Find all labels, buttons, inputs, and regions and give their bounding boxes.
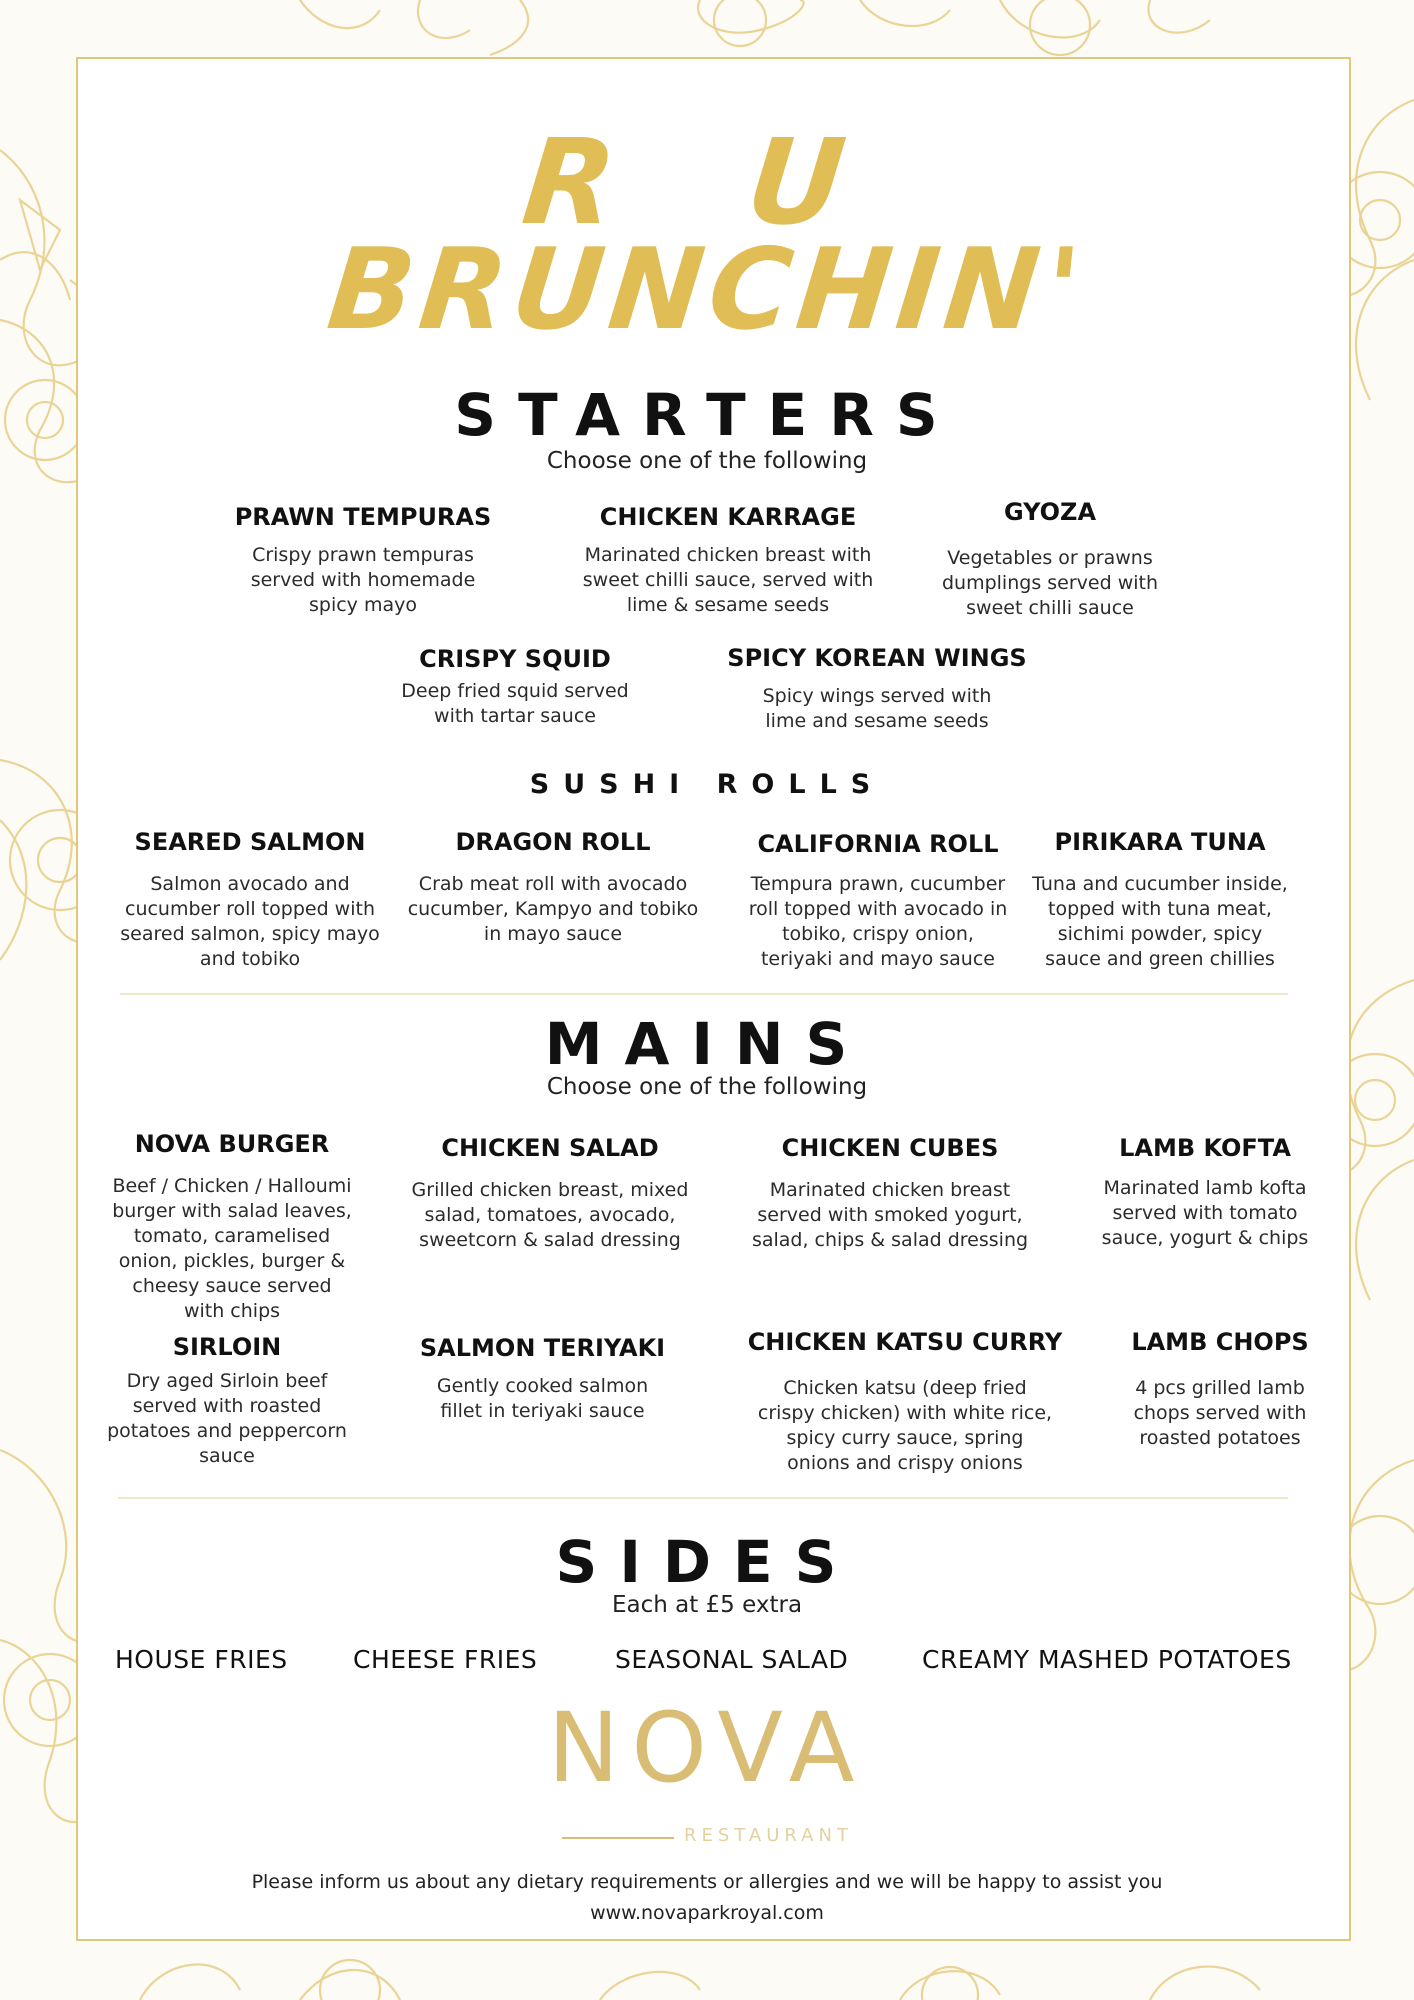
sides-title: SIDES — [555, 1528, 859, 1596]
side-item: HOUSE FRIES — [115, 1645, 288, 1674]
item-name: SIRLOIN — [172, 1333, 282, 1361]
sushi-item — [403, 828, 703, 947]
item-name: CHICKEN SALAD — [441, 1134, 659, 1162]
item-description: Crispy prawn tempuras served with homemade spicy mayo — [250, 544, 476, 616]
starter-item — [213, 503, 513, 618]
sides-subtitle: Each at £5 extra — [611, 1592, 803, 1618]
main-item — [1125, 1328, 1315, 1451]
mains-subtitle: Choose one of the following — [546, 1074, 868, 1100]
restaurant-logo: NOVA — [547, 1692, 867, 1804]
item-description: Deep fried squid served with tartar sauce — [401, 680, 629, 727]
item-name: NOVA BURGER — [134, 1130, 330, 1158]
main-item — [95, 1333, 359, 1469]
item-description: Tempura prawn, cucumber roll topped with avocado in tobiko, crispy onion, teriyaki and mayo sauce — [748, 873, 1008, 970]
item-description: Marinated chicken breast with sweet chilli sauce, served with lime & sesame seeds — [582, 544, 874, 616]
item-description: Tuna and cucumber inside, topped with tuna meat, sichimi powder, spicy sauce and green chillies — [1032, 873, 1288, 970]
main-item — [400, 1134, 700, 1253]
main-item — [740, 1328, 1070, 1476]
item-description: Beef / Chicken / Halloumi burger with salad leaves, tomato, caramelised onion, pickles, burger & cheesy sauce served with chips — [112, 1175, 352, 1322]
item-name: LAMB CHOPS — [1131, 1328, 1309, 1356]
item-description: Spicy wings served with lime and sesame seeds — [762, 685, 992, 732]
main-item — [1090, 1134, 1320, 1251]
starter-item — [722, 644, 1032, 734]
starter-item — [920, 498, 1180, 621]
brand-title-line2: BRUNCHIN' — [322, 225, 1092, 355]
sushi-item — [1025, 828, 1295, 972]
starter-item — [385, 645, 645, 729]
item-description: Grilled chicken breast, mixed salad, tomatoes, avocado, sweetcorn & salad dressing — [411, 1179, 689, 1251]
item-description: Vegetables or prawns dumplings served with sweet chilli sauce — [941, 547, 1158, 619]
main-item — [400, 1334, 685, 1424]
side-item: CHEESE FRIES — [353, 1645, 538, 1674]
item-name: CHICKEN KATSU CURRY — [747, 1328, 1063, 1356]
item-description: Marinated lamb kofta served with tomato sauce, yogurt & chips — [1101, 1177, 1309, 1249]
section-divider — [120, 993, 1288, 995]
starters-subtitle: Choose one of the following — [546, 448, 868, 474]
item-name: CHICKEN KARRAGE — [599, 503, 857, 531]
starter-item — [568, 503, 888, 618]
item-description: Gently cooked salmon fillet in teriyaki sauce — [436, 1375, 649, 1422]
item-name: GYOZA — [1003, 498, 1097, 526]
item-name: SEARED SALMON — [134, 828, 366, 856]
item-name: PRAWN TEMPURAS — [234, 503, 492, 531]
section-divider — [118, 1497, 1288, 1499]
item-name: DRAGON ROLL — [455, 828, 651, 856]
main-item — [112, 1130, 352, 1324]
item-description: Chicken katsu (deep fried crispy chicken) with white rice, spicy curry sauce, spring onions and crispy onions — [757, 1377, 1053, 1474]
allergy-notice: Please inform us about any dietary requirements or allergies and we will be happy to assist you — [251, 1871, 1163, 1893]
sushi-item — [120, 828, 380, 972]
item-name: CALIFORNIA ROLL — [757, 830, 999, 858]
sushi-item — [743, 830, 1013, 972]
item-name: LAMB KOFTA — [1119, 1134, 1291, 1162]
item-name: CRISPY SQUID — [419, 645, 611, 673]
item-name: PIRIKARA TUNA — [1054, 828, 1266, 856]
logo-tagline: RESTAURANT — [684, 1825, 853, 1846]
brand-title-line1: R U — [516, 113, 898, 251]
main-item — [740, 1134, 1040, 1253]
starters-title: STARTERS — [454, 381, 960, 449]
side-item: SEASONAL SALAD — [615, 1645, 849, 1674]
item-description: Crab meat roll with avocado cucumber, Kampyo and tobiko in mayo sauce — [407, 873, 699, 945]
item-description: 4 pcs grilled lamb chops served with roasted potatoes — [1133, 1377, 1307, 1449]
sushi-title: SUSHI ROLLS — [529, 769, 885, 800]
mains-title: MAINS — [544, 1010, 870, 1078]
item-name: CHICKEN CUBES — [781, 1134, 999, 1162]
logo-rule — [562, 1837, 674, 1839]
item-description: Salmon avocado and cucumber roll topped with seared salmon, spicy mayo and tobiko — [120, 873, 380, 970]
item-description: Dry aged Sirloin beef served with roasted potatoes and peppercorn sauce — [107, 1370, 347, 1467]
item-description: Marinated chicken breast served with smoked yogurt, salad, chips & salad dressing — [751, 1179, 1029, 1251]
website-link[interactable]: www.novaparkroyal.com — [590, 1902, 824, 1924]
item-name: SPICY KOREAN WINGS — [727, 644, 1027, 672]
side-item: CREAMY MASHED POTATOES — [922, 1645, 1292, 1674]
item-name: SALMON TERIYAKI — [419, 1334, 666, 1362]
